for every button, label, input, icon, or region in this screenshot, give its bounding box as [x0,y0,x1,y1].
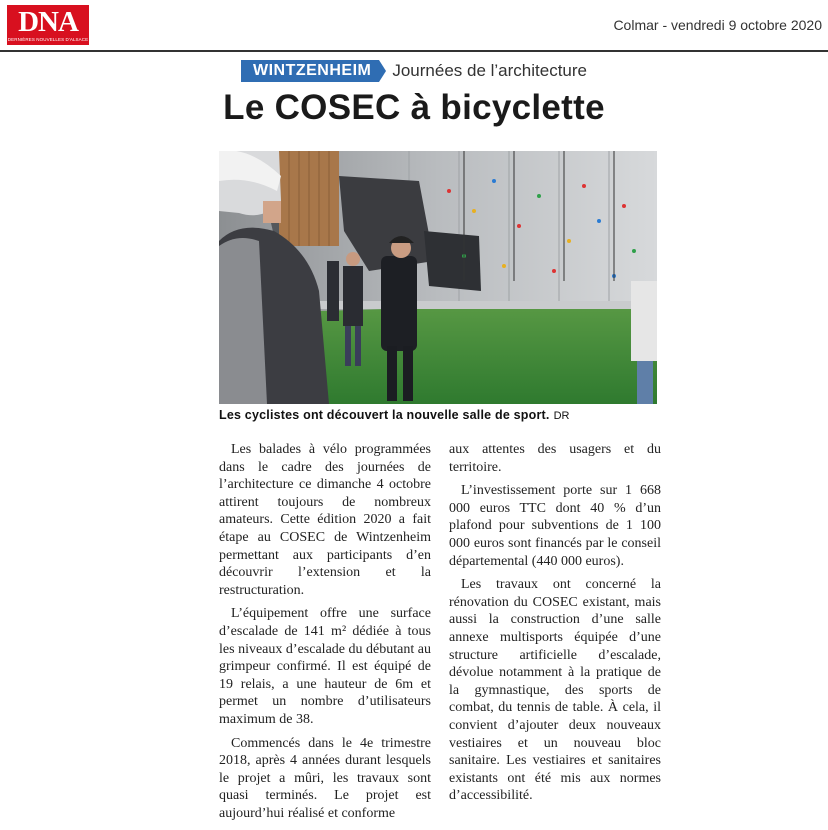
paragraph: Les balades à vélo programmées dans le cadre des journées de l’architecture ce dimanche 4 octobre attirent toujours de nombreux amateurs. Cette édition 2020 a fait étape au COSEC de Wintzenheim permettant aux participants d’en découvrir l’extension et la restructuration. [219,442,431,598]
kicker [0,60,828,82]
headline: Le COSEC à bicyclette [223,88,605,127]
logo-text: DNA [18,6,78,38]
photo-credit: DR [553,410,570,422]
caption-text: Les cyclistes ont découvert la nouvelle salle de sport. [219,408,550,422]
paragraph: Commencés dans le 4e trimestre 2018, après 4 années durant lesquels le projet a mûri, les travaux sont quasi terminés. Le projet est aujourd’hui réalisé et conforme [219,735,431,821]
dna-logo [7,5,89,45]
tag-arrow-icon [379,60,386,82]
article-photo [219,151,657,404]
article-column-right [449,441,661,805]
location-tag: WINTZENHEIM [241,60,379,82]
dateline: Colmar - vendredi 9 octobre 2020 [613,17,822,33]
paragraph-continuation: aux attentes des usagers et du territoire. [449,442,661,475]
paragraph: L’équipement offre une surface d’escalade de 141 m² dédiée à tous les niveaux d’escalade du débutant au grimpeur confirmé. Il est équipé de 19 relais, a une hauteur de 6m et permet un nombre d’utilisateurs maximum de 38. [219,606,431,727]
paragraph: Les travaux ont concerné la rénovation du COSEC existant, mais aussi la construction d’une salle annexe multisports équipée d’une structure artificielle d’escalade, dévolue notamment à la pratique de la gymnastique, des sports de combat, du tennis de table. À cela, il convient d’ajouter deux nouveaux vestiaires et un nouveau bloc sanitaire. Les vestiaires et sanitaires existants ont été mis aux normes d’accessibilité. [449,577,661,804]
logo-subtitle: DERNIÈRES NOUVELLES D'ALSACE [7,37,89,42]
header-rule [0,50,828,52]
paragraph: L’investissement porte sur 1 668 000 euros TTC dont 40 % d’un plafond pour subventions de 1 100 000 euros sont financés par le conseil départemental (440 000 euros). [449,483,661,569]
photo-caption [219,408,659,422]
article-column-left [219,441,431,822]
rubric: Journées de l’architecture [392,61,588,80]
